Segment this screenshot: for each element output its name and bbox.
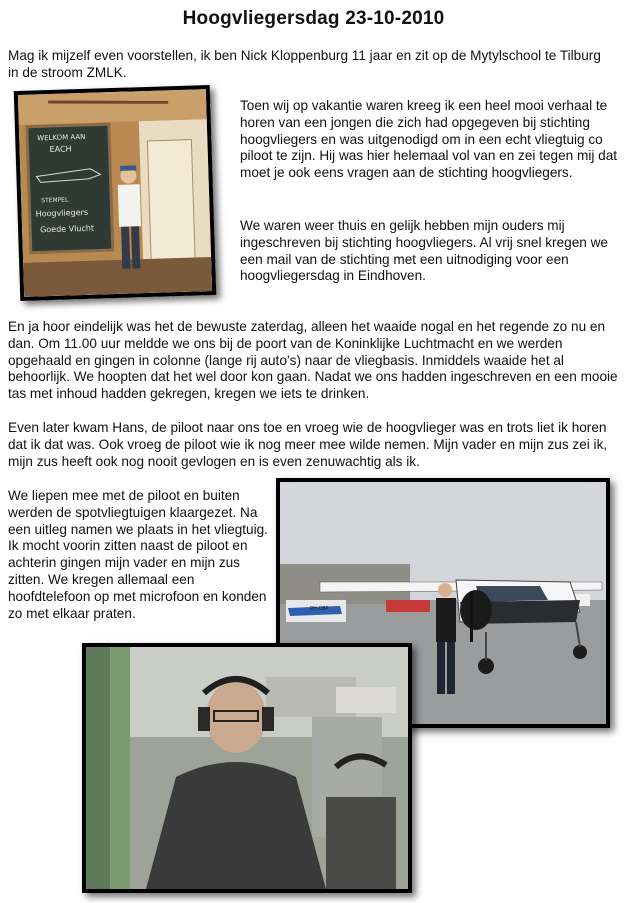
thuis-paragraph: We waren weer thuis en gelijk hebben mijn ouders mij ingeschreven bij stichting hoogvliegers. Al vrij snel kregen we een mail van de stichting met een uitnodiging voor een hoogvliegersdag in Eindhoven. — [240, 218, 608, 284]
photo-boy-at-chalkboard — [14, 85, 216, 301]
plane-registration: PH-CBP — [310, 606, 329, 612]
hans-paragraph: Even later kwam Hans, de piloot naar ons toe en vroeg wie de hoogvlieger was en trots liet ik horen dat ik dat was. Ook vroeg de piloot wie ik nog meer mee wilde nemen. Mijn vader en mijn zus zei ik, mijn zus heeft ook nog nooit gevlogen en is even zenuwachtig als ik. — [8, 420, 608, 469]
zaterdag-paragraph: En ja hoor eindelijk was het de bewuste zaterdag, alleen het waaide nogal en het regende zo nu en dan. Om 11.00 uur meldde we ons bij de poort van de Koninklijke Luchtmacht en we werden opgehaald en gingen in colonne (lange rij auto’s) naar de vliegbasis. Inmiddels waaide het al behoorlijk. We hoopten dat het wel door kon gaan. Nadat we ons hadden ingeschreven en een mooie tas met inhoud hadden gekregen, kregen we iets te drinken. — [8, 319, 618, 402]
chalk-line-4: Hoogvliegers — [35, 207, 89, 219]
photo-boy-in-cockpit — [82, 643, 412, 893]
chalk-line-1: WELKOM AAN — [37, 132, 86, 143]
liepen-paragraph: We liepen mee met de piloot en buiten werden de spotvliegtuigen klaargezet. Na een uitleg namen we plaats in het vliegtuig. Ik mocht voorin zitten naast de piloot en achterin gingen mijn vader en mijn zus zitten. We kregen allemaal een hoofdtelefoon op met microfoon en konden zo met elkaar praten. — [8, 488, 268, 621]
intro-paragraph: Mag ik mijzelf even voorstellen, ik ben Nick Kloppenburg 11 jaar en zit op de Mytylschool te Tilburg in de stroom ZMLK. — [8, 48, 601, 80]
page-title: Hoogvliegersdag 23-10-2010 — [182, 8, 445, 29]
chalk-line-3: STEMPEL — [41, 196, 69, 205]
vakantie-paragraph: Toen wij op vakantie waren kreeg ik een heel mooi verhaal te horen van een jongen die zich had opgegeven bij stichting hoogvliegers en was uitgenodigd om in een echt vliegtuig co piloot te zijn. Hij was hier helemaal vol van en zei tegen mij dat moet je ook eens vragen aan de stichting hoogvliegers. — [240, 98, 618, 181]
chalk-line-2: EACH — [49, 144, 72, 155]
chalk-line-5: Goede Vlucht — [39, 223, 95, 235]
